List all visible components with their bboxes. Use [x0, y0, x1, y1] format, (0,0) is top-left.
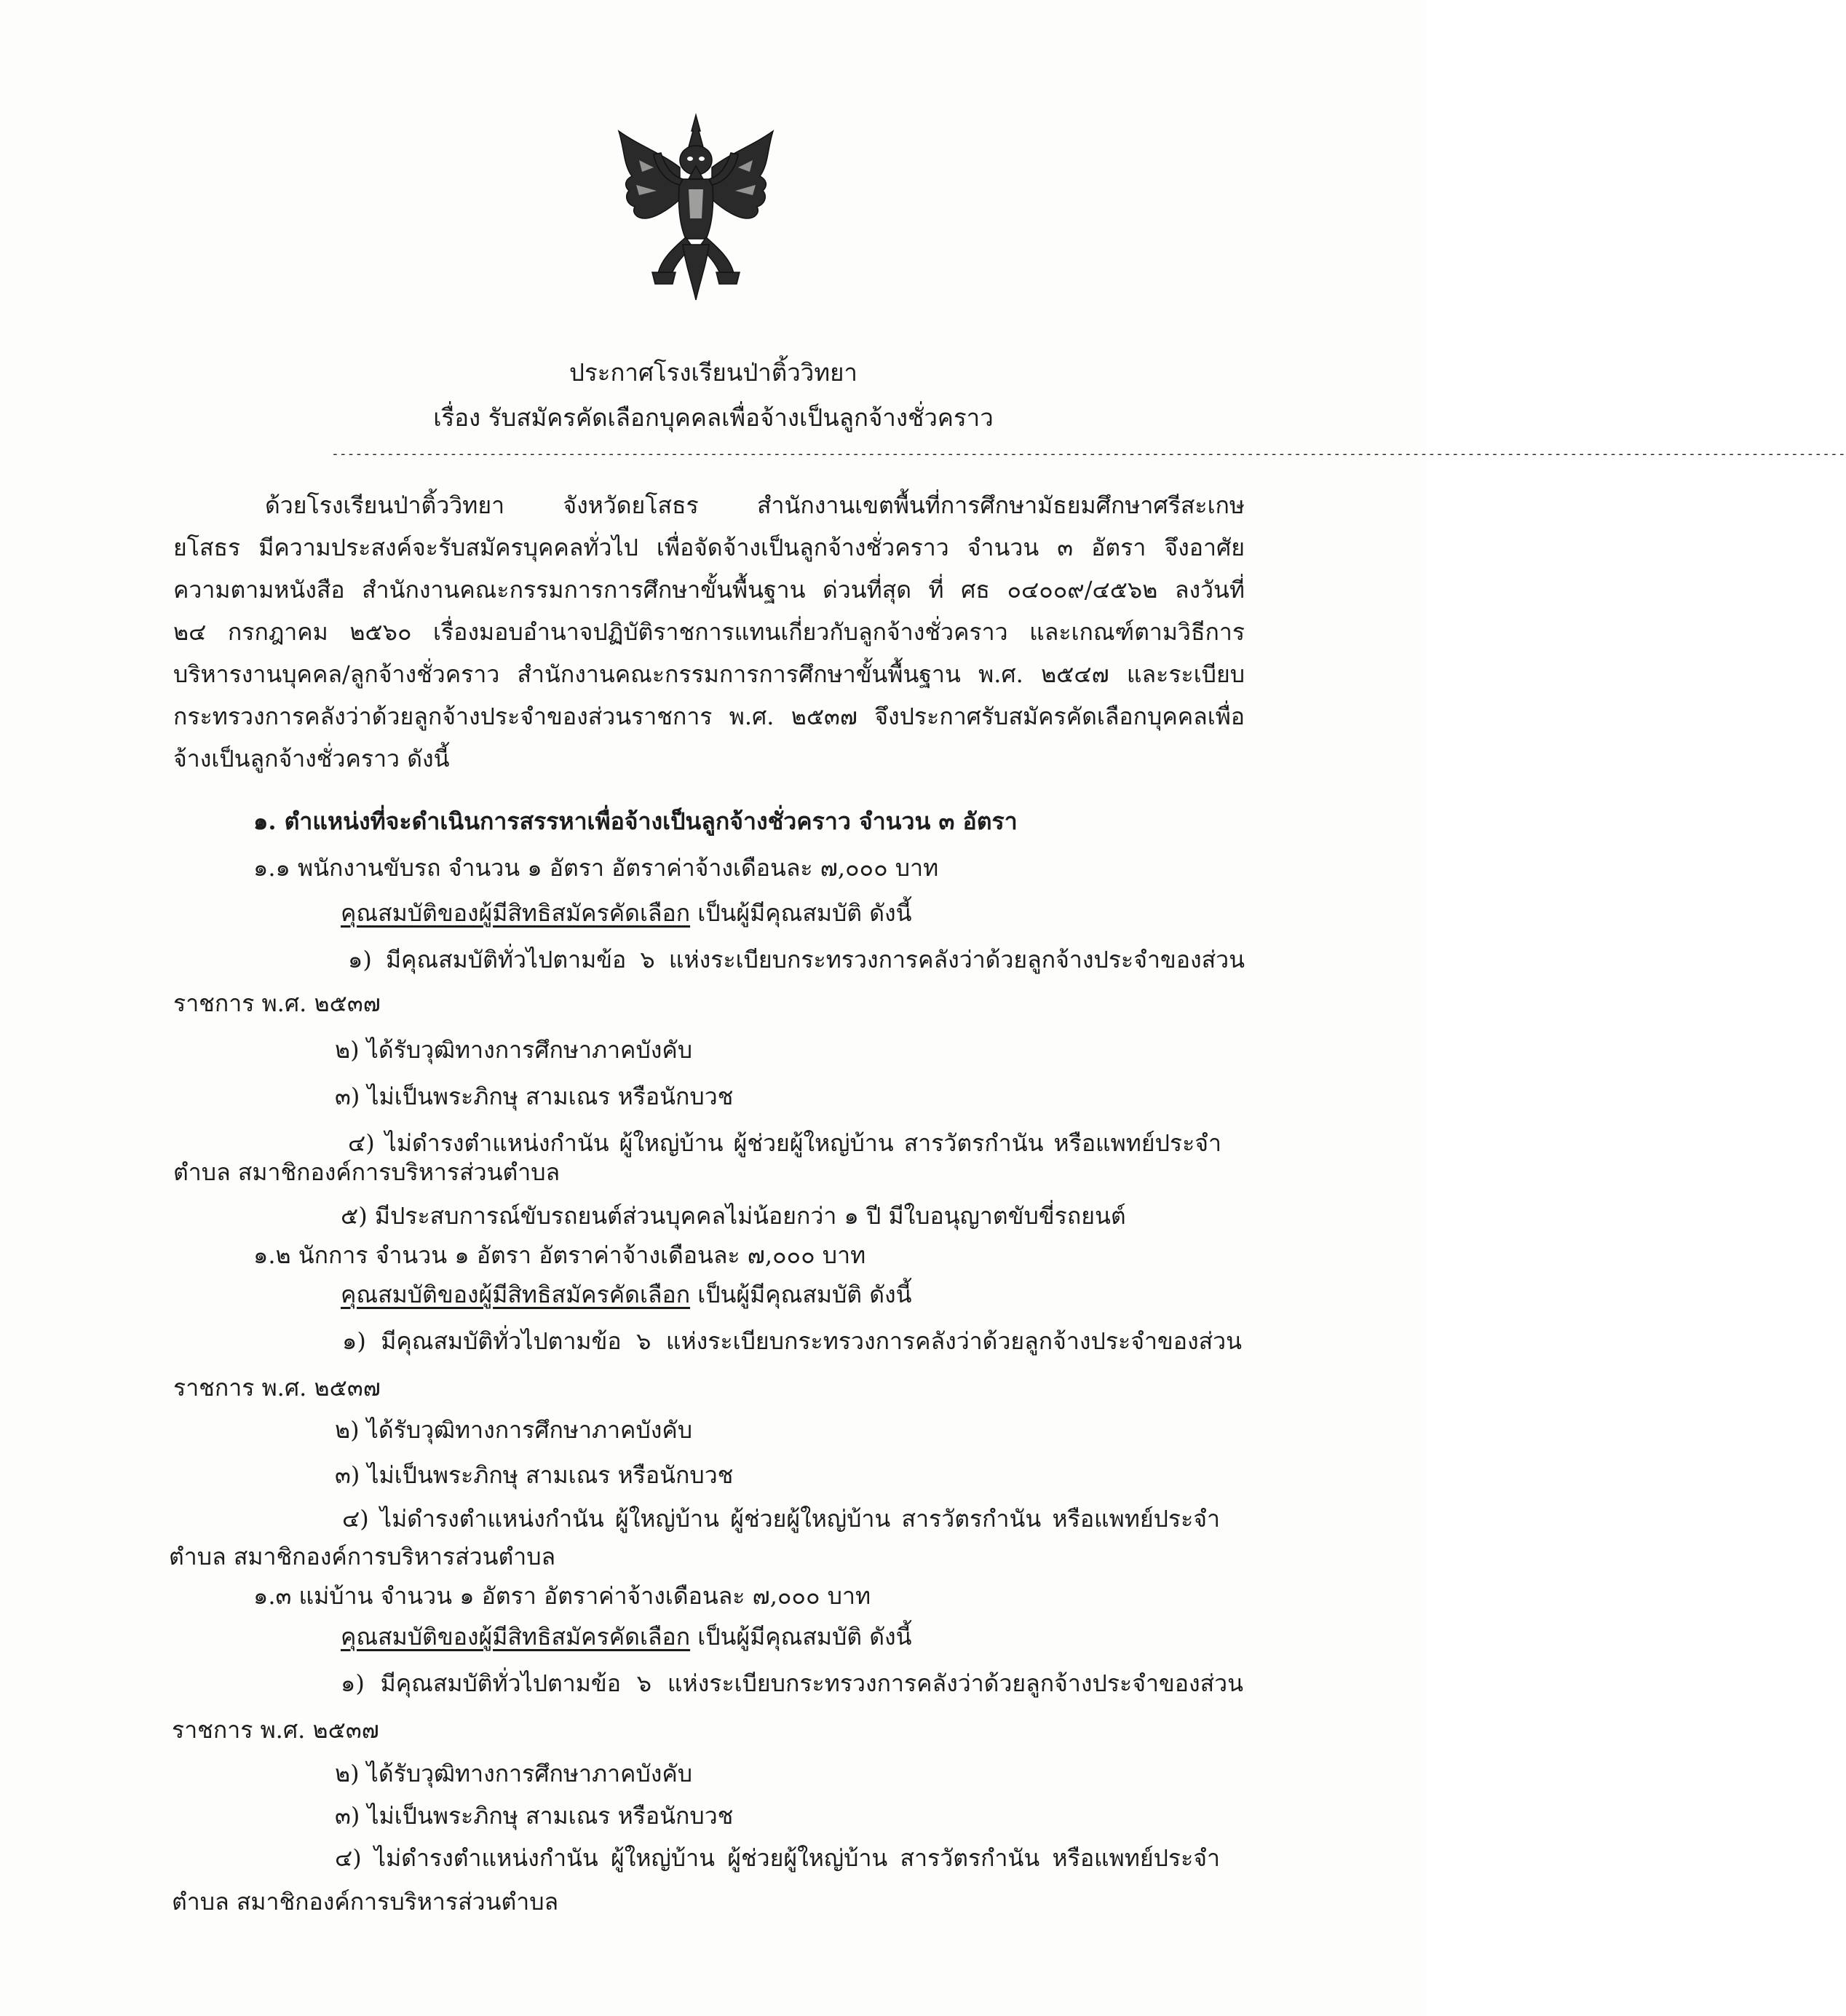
- janitor-item-2: ๒) ได้รับวุฒิทางการศึกษาภาคบังคับ: [335, 1416, 693, 1444]
- driver-item-5: ๕) มีประสบการณ์ขับรถยนต์ส่วนบุคคลไม่น้อยกว่า ๑ ปี มีใบอนุญาตขับขี่รถยนต์: [341, 1202, 1126, 1230]
- qualification-label: คุณสมบัติของผู้มีสิทธิสมัครคัดเลือก: [341, 1281, 691, 1308]
- janitor-item-1-cont: ราชการ พ.ศ. ๒๕๓๗: [173, 1374, 381, 1402]
- position-janitor-qualifications: [341, 1278, 911, 1311]
- janitor-item-3: ๓) ไม่เป็นพระภิกษุ สามเณร หรือนักบวช: [335, 1461, 734, 1489]
- qualification-suffix: เป็นผู้มีคุณสมบัติ ดังนี้: [690, 899, 912, 927]
- section-1-heading: ๑. ตำแหน่งที่จะดำเนินการสรรหาเพื่อจ้างเป็นลูกจ้างชั่วคราว จำนวน ๓ อัตรา: [253, 807, 1018, 835]
- qualification-label: คุณสมบัติของผู้มีสิทธิสมัครคัดเลือก: [341, 1623, 691, 1651]
- housekeeper-item-4-cont: ตำบล สมาชิกองค์การบริหารส่วนตำบล: [172, 1888, 559, 1916]
- janitor-item-4-cont: ตำบล สมาชิกองค์การบริหารส่วนตำบล: [169, 1543, 556, 1570]
- driver-item-4: ๔) ไม่ดำรงตำแหน่งกำนัน ผู้ใหญ่บ้าน ผู้ช่วยผู้ใหญ่บ้าน สารวัตรกำนัน หรือแพทย์ประจำ: [348, 1129, 1221, 1157]
- intro-line-3: ความตามหนังสือ สำนักงานคณะกรรมการการศึกษาขั้นพื้นฐาน ด่วนที่สุด ที่ ศธ ๐๔๐๐๙/๔๕๖๒ ลงวันที่: [173, 576, 1245, 604]
- qualification-label: คุณสมบัติของผู้มีสิทธิสมัครคัดเลือก: [341, 899, 691, 927]
- housekeeper-item-2: ๒) ได้รับวุฒิทางการศึกษาภาคบังคับ: [335, 1760, 693, 1787]
- driver-item-2: ๒) ได้รับวุฒิทางการศึกษาภาคบังคับ: [335, 1036, 693, 1064]
- driver-item-1: ๑) มีคุณสมบัติทั่วไปตามข้อ ๖ แห่งระเบียบกระทรวงการคลังว่าด้วยลูกจ้างประจำของส่วน: [348, 946, 1245, 973]
- qualification-suffix: เป็นผู้มีคุณสมบัติ ดังนี้: [690, 1623, 912, 1651]
- announcement-subject: เรื่อง รับสมัครคัดเลือกบุคคลเพื่อจ้างเป็นลูกจ้างชั่วคราว: [433, 403, 994, 432]
- driver-item-1-cont: ราชการ พ.ศ. ๒๕๓๗: [173, 989, 381, 1017]
- intro-line-4: ๒๔ กรกฎาคม ๒๕๖๐ เรื่องมอบอำนาจปฏิบัติราชการแทนเกี่ยวกับลูกจ้างชั่วคราว และเกณฑ์ตามวิธีการ: [173, 618, 1245, 646]
- position-driver-title: ๑.๑ พนักงานขับรถ จำนวน ๑ อัตรา อัตราค่าจ้างเดือนละ ๗,๐๐๐ บาท: [253, 854, 939, 882]
- qualification-suffix: เป็นผู้มีคุณสมบัติ ดังนี้: [690, 1281, 912, 1308]
- announcement-title: ประกาศโรงเรียนป่าติ้ววิทยา: [569, 358, 857, 387]
- intro-line-5: บริหารงานบุคคล/ลูกจ้างชั่วคราว สำนักงานคณะกรรมการการศึกษาขั้นพื้นฐาน พ.ศ. ๒๕๔๗ และระเบียบ: [173, 660, 1245, 688]
- position-housekeeper-title: ๑.๓ แม่บ้าน จำนวน ๑ อัตรา อัตราค่าจ้างเดือนละ ๗,๐๐๐ บาท: [253, 1582, 871, 1610]
- intro-line-1: ด้วยโรงเรียนป่าติ้ววิทยา จังหวัดยโสธร สำนักงานเขตพื้นที่การศึกษามัธยมศึกษาศรีสะเกษ: [265, 491, 1245, 519]
- housekeeper-item-1-cont: ราชการ พ.ศ. ๒๕๓๗: [172, 1716, 379, 1744]
- driver-item-4-cont: ตำบล สมาชิกองค์การบริหารส่วนตำบล: [173, 1158, 560, 1186]
- intro-line-7: จ้างเป็นลูกจ้างชั่วคราว ดังนี้: [173, 745, 450, 772]
- dashed-divider: ------------------------------------------------------------------------------------------------------------------------------------------------------------------------------------------------: [331, 446, 1846, 462]
- housekeeper-item-1: ๑) มีคุณสมบัติทั่วไปตามข้อ ๖ แห่งระเบียบกระทรวงการคลังว่าด้วยลูกจ้างประจำของส่วน: [341, 1669, 1243, 1697]
- intro-line-6: กระทรวงการคลังว่าด้วยลูกจ้างประจำของส่วนราชการ พ.ศ. ๒๕๓๗ จึงประกาศรับสมัครคัดเลือกบุคคลเพื่อ: [173, 703, 1245, 730]
- garuda-emblem-icon: [610, 109, 782, 306]
- intro-line-2: ยโสธร มีความประสงค์จะรับสมัครบุคคลทั่วไป เพื่อจัดจ้างเป็นลูกจ้างชั่วคราว จำนวน ๓ อัตรา จึงอาศัย: [173, 534, 1245, 561]
- janitor-item-4: ๔) ไม่ดำรงตำแหน่งกำนัน ผู้ใหญ่บ้าน ผู้ช่วยผู้ใหญ่บ้าน สารวัตรกำนัน หรือแพทย์ประจำ: [342, 1505, 1220, 1533]
- janitor-item-1: ๑) มีคุณสมบัติทั่วไปตามข้อ ๖ แห่งระเบียบกระทรวงการคลังว่าด้วยลูกจ้างประจำของส่วน: [342, 1327, 1242, 1355]
- housekeeper-item-4: ๔) ไม่ดำรงตำแหน่งกำนัน ผู้ใหญ่บ้าน ผู้ช่วยผู้ใหญ่บ้าน สารวัตรกำนัน หรือแพทย์ประจำ: [335, 1844, 1220, 1872]
- position-janitor-title: ๑.๒ นักการ จำนวน ๑ อัตรา อัตราค่าจ้างเดือนละ ๗,๐๐๐ บาท: [253, 1241, 866, 1269]
- housekeeper-item-3: ๓) ไม่เป็นพระภิกษุ สามเณร หรือนักบวช: [335, 1802, 734, 1830]
- position-housekeeper-qualifications: [341, 1621, 911, 1653]
- position-driver-qualifications: [341, 897, 911, 929]
- driver-item-3: ๓) ไม่เป็นพระภิกษุ สามเณร หรือนักบวช: [335, 1083, 734, 1110]
